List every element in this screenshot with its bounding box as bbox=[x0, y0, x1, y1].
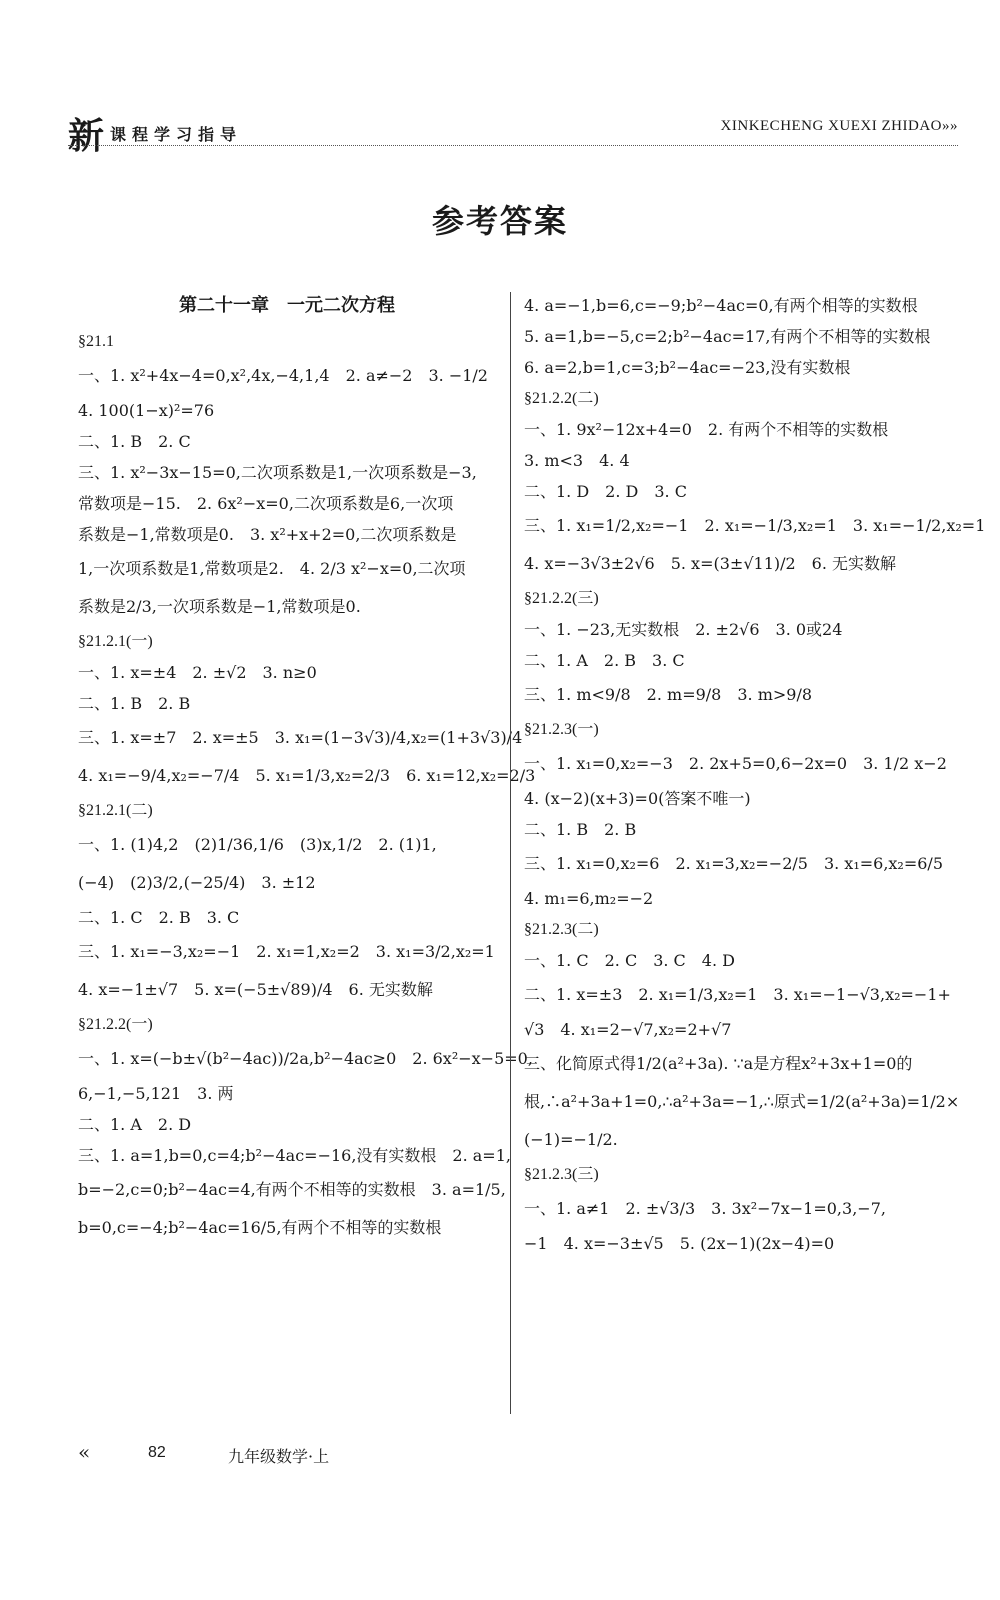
book-title: 九年级数学·上 bbox=[228, 1447, 330, 1466]
answer-line: 一、1. C 2. C 3. C 4. D bbox=[524, 951, 735, 970]
answer-line: 二、1. B 2. B bbox=[524, 820, 637, 839]
answer-line: 三、1. x₁=1/2,x₂=−1 2. x₁=−1/3,x₂=1 3. x₁=−1/2,x₂=1 bbox=[524, 516, 986, 535]
answer-line: 一、1. x=±4 2. ±√2 3. n≥0 bbox=[78, 663, 317, 682]
answer-line: 二、1. x=±3 2. x₁=1/3,x₂=1 3. x₁=−1−√3,x₂=−1+ bbox=[524, 985, 951, 1004]
answer-line: 二、1. A 2. B 3. C bbox=[524, 651, 685, 670]
header-rule bbox=[68, 145, 958, 146]
answer-line: √3 4. x₁=2−√7,x₂=2+√7 bbox=[524, 1020, 732, 1039]
answer-line: 一、1. x=(−b±√(b²−4ac))/2a,b²−4ac≥0 2. 6x²−x−5=0, bbox=[78, 1049, 533, 1068]
brand-big: 新 bbox=[68, 116, 105, 157]
answer-line: 一、1. (1)4,2 (2)1/36,1/6 (3)x,1/2 2. (1)1, bbox=[78, 835, 437, 854]
page-number: 82 bbox=[148, 1444, 166, 1461]
answer-line: (−4) (2)3/2,(−25/4) 3. ±12 bbox=[78, 873, 316, 892]
answer-line: 二、1. B 2. B bbox=[78, 694, 191, 713]
answer-line: 三、1. x=±7 2. x=±5 3. x₁=(1−3√3)/4,x₂=(1+3√3)/4 bbox=[78, 728, 523, 747]
answer-line: −1 4. x=−3±√5 5. (2x−1)(2x−4)=0 bbox=[524, 1234, 835, 1253]
section-heading: §21.2.3(一) bbox=[524, 721, 599, 738]
answer-line: 4. x=−1±√7 5. x=(−5±√89)/4 6. 无实数解 bbox=[78, 980, 433, 999]
footer-arrows-icon: « bbox=[78, 1440, 91, 1464]
answer-line: 三、1. x₁=0,x₂=6 2. x₁=3,x₂=−2/5 3. x₁=6,x₂=6/5 bbox=[524, 854, 944, 873]
answer-line: 二、1. B 2. C bbox=[78, 432, 191, 451]
answer-line: 一、1. a≠1 2. ±√3/3 3. 3x²−7x−1=0,3,−7, bbox=[524, 1199, 886, 1218]
pinyin-text: XINKECHENG XUEXI ZHIDAO bbox=[720, 118, 942, 134]
right-column bbox=[524, 290, 986, 1259]
answer-line: (−1)=−1/2. bbox=[524, 1130, 618, 1149]
section-heading: §21.2.1(二) bbox=[78, 802, 153, 819]
section-heading: §21.2.2(三) bbox=[524, 590, 599, 607]
answer-line: 4. 100(1−x)²=76 bbox=[78, 401, 215, 420]
section-heading: §21.2.3(二) bbox=[524, 921, 599, 938]
answer-line: 4. (x−2)(x+3)=0(答案不唯一) bbox=[524, 789, 751, 808]
brand-small: 课程学习指导 bbox=[110, 125, 243, 144]
answer-line: 一、1. x₁=0,x₂=−3 2. 2x+5=0,6−2x=0 3. 1/2 x−2 bbox=[524, 754, 947, 773]
answer-line: 三、1. a=1,b=0,c=4;b²−4ac=−16,没有实数根 2. a=1, bbox=[78, 1146, 511, 1165]
answer-line: 一、1. 9x²−12x+4=0 2. 有两个不相等的实数根 bbox=[524, 420, 889, 439]
section-heading: §21.2.3(三) bbox=[524, 1166, 599, 1183]
chapter-title: 第二十一章 一元二次方程 bbox=[179, 295, 395, 316]
answer-line: 3. m<3 4. 4 bbox=[524, 451, 630, 470]
section-heading: §21.2.2(二) bbox=[524, 390, 599, 407]
section-heading: §21.2.2(一) bbox=[78, 1016, 153, 1033]
answer-line: 6. a=2,b=1,c=3;b²−4ac=−23,没有实数根 bbox=[524, 358, 851, 377]
answer-line: 6,−1,−5,121 3. 两 bbox=[78, 1084, 234, 1103]
answer-line: 4. x=−3√3±2√6 5. x=(3±√11)/2 6. 无实数解 bbox=[524, 554, 897, 573]
column-divider bbox=[510, 292, 511, 1414]
answer-line: 三、化简原式得1/2(a²+3a). ∵a是方程x²+3x+1=0的 bbox=[524, 1054, 913, 1073]
left-column bbox=[78, 290, 536, 1247]
page-title: 参考答案 bbox=[431, 202, 568, 240]
section-heading: §21.2.1(一) bbox=[78, 633, 153, 650]
answer-line: b=0,c=−4;b²−4ac=16/5,有两个不相等的实数根 bbox=[78, 1218, 442, 1237]
answer-line: 常数项是−15. 2. 6x²−x=0,二次项系数是6,一次项 bbox=[78, 494, 454, 513]
answer-line: 根,∴a²+3a+1=0,∴a²+3a=−1,∴原式=1/2(a²+3a)=1/2× bbox=[524, 1092, 960, 1111]
pinyin-title bbox=[721, 118, 958, 135]
answer-line: 系数是−1,常数项是0. 3. x²+x+2=0,二次项系数是 bbox=[78, 525, 457, 544]
answer-line: 1,一次项系数是1,常数项是2. 4. 2/3 x²−x=0,二次项 bbox=[78, 559, 466, 578]
answer-line: 三、1. x²−3x−15=0,二次项系数是1,一次项系数是−3, bbox=[78, 463, 477, 482]
answer-line: 4. x₁=−9/4,x₂=−7/4 5. x₁=1/3,x₂=2/3 6. x₁=12,x₂=2/3 bbox=[78, 766, 536, 785]
answer-line: 二、1. D 2. D 3. C bbox=[524, 482, 687, 501]
answer-line: 三、1. m<9/8 2. m=9/8 3. m>9/8 bbox=[524, 685, 813, 704]
pinyin-arrows-icon: »» bbox=[942, 118, 958, 134]
section-heading: §21.1 bbox=[78, 333, 114, 350]
answer-line: 三、1. x₁=−3,x₂=−1 2. x₁=1,x₂=2 3. x₁=3/2,x₂=1 bbox=[78, 942, 495, 961]
answer-line: b=−2,c=0;b²−4ac=4,有两个不相等的实数根 3. a=1/5, bbox=[78, 1180, 506, 1199]
answer-line: 一、1. −23,无实数根 2. ±2√6 3. 0或24 bbox=[524, 620, 843, 639]
answer-line: 4. m₁=6,m₂=−2 bbox=[524, 889, 654, 908]
answer-line: 一、1. x²+4x−4=0,x²,4x,−4,1,4 2. a≠−2 3. −1/2 bbox=[78, 366, 488, 385]
brand-logo bbox=[68, 108, 242, 159]
answer-line: 4. a=−1,b=6,c=−9;b²−4ac=0,有两个相等的实数根 bbox=[524, 296, 918, 315]
answer-line: 5. a=1,b=−5,c=2;b²−4ac=17,有两个不相等的实数根 bbox=[524, 327, 931, 346]
answer-line: 二、1. C 2. B 3. C bbox=[78, 908, 240, 927]
page-header bbox=[68, 104, 958, 157]
answer-line: 二、1. A 2. D bbox=[78, 1115, 192, 1134]
answer-line: 系数是2/3,一次项系数是−1,常数项是0. bbox=[78, 597, 361, 616]
